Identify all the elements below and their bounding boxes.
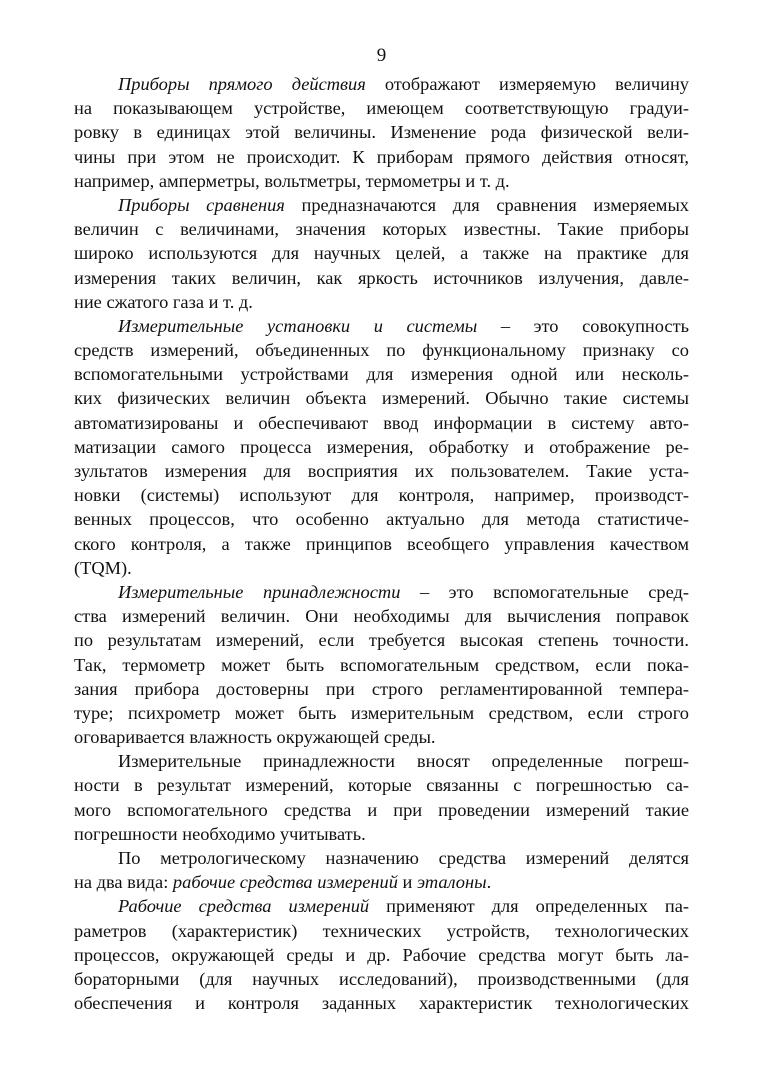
text-run: процессов, окружающей среды и др. Рабочие средства могут быть ла- — [74, 944, 689, 965]
text-run: средств измерений, объединенных по функциональному признаку со — [74, 340, 689, 361]
text-line — [74, 435, 689, 459]
text-run: ности в результат измерений, которые связанны с погрешностью са- — [74, 775, 689, 796]
italic-term: Измерительные принадлежности — [118, 581, 401, 602]
text-run: туре; психрометр может быть измерительным средством, если строго — [74, 702, 689, 723]
text-line — [74, 701, 689, 725]
text-line — [74, 773, 689, 797]
text-line-content — [74, 822, 366, 846]
text-line-content — [74, 362, 689, 386]
text-run: мого вспомогательного средства и при проведении измерений такие — [74, 799, 689, 820]
text-line-content — [74, 435, 689, 459]
text-line-content — [74, 798, 689, 822]
text-run: – это вспомогательные сред- — [400, 581, 689, 602]
text-line-content — [74, 217, 689, 241]
text-line — [74, 338, 689, 362]
text-run: по результатам измерений, если требуется высокая степень точности. — [74, 630, 689, 651]
text-run: (TQM). — [74, 557, 132, 578]
text-line — [74, 604, 689, 628]
text-run: ровку в единицах этой величины. Изменение рода физической вели- — [74, 122, 689, 143]
text-run: на два вида: — [74, 872, 173, 893]
text-line — [74, 266, 689, 290]
text-run: зания прибора достоверны при строго регламентированной темпера- — [74, 678, 689, 699]
text-run: например, амперметры, вольтметры, термометры и т. д. — [74, 170, 510, 191]
text-line-content — [74, 532, 689, 556]
text-line — [74, 894, 689, 918]
text-line — [74, 120, 689, 144]
text-run: ства измерений величин. Они необходимы для вычисления поправок — [74, 606, 689, 627]
text-line-content — [74, 604, 689, 628]
text-line — [74, 459, 689, 483]
text-line — [74, 556, 689, 580]
text-line — [74, 532, 689, 556]
text-run: отображают измеряемую величину — [365, 74, 690, 94]
text-line — [74, 96, 689, 120]
text-run: зультатов измерения для восприятия их пользователем. Такие уста- — [74, 461, 689, 481]
text-line-content — [74, 991, 689, 1015]
text-line — [74, 314, 689, 338]
text-line — [74, 580, 689, 604]
text-line — [74, 169, 689, 193]
text-line — [74, 798, 689, 822]
text-line-content — [74, 266, 689, 290]
text-line — [74, 725, 689, 749]
text-line — [74, 411, 689, 435]
text-run: на показывающем устройстве, имеющем соответствующую градуи- — [74, 98, 689, 119]
italic-term: Измерительные установки и системы — [118, 315, 478, 336]
body-text — [74, 72, 689, 1015]
text-line — [74, 967, 689, 991]
text-line — [74, 386, 689, 410]
text-line-content — [74, 386, 689, 410]
text-line-content — [74, 653, 689, 677]
text-run: – это совокупность — [477, 315, 689, 336]
text-run: матизации самого процесса измерения, обработку и отображение ре- — [74, 436, 689, 457]
text-line — [74, 507, 689, 531]
text-line-content — [74, 483, 689, 507]
italic-term: Рабочие средства измерений — [118, 896, 370, 917]
text-run: . — [486, 872, 492, 893]
text-run: венных процессов, что особенно актуально для метода статистиче- — [74, 509, 689, 530]
text-run: оговаривается влажность окружающей среды. — [74, 727, 436, 748]
text-line — [74, 362, 689, 386]
text-line-content — [118, 894, 689, 918]
text-line-content — [74, 773, 689, 797]
text-line-content — [74, 725, 436, 749]
text-line-content — [118, 846, 689, 870]
text-line — [74, 677, 689, 701]
text-run: и — [397, 872, 417, 893]
text-line-content — [74, 701, 689, 725]
text-run: вспомогательными устройствами для измерения одной или несколь- — [74, 364, 689, 385]
text-line-content — [118, 193, 689, 217]
text-run: измерения таких величин, как яркость источников излучения, давле- — [74, 267, 689, 288]
text-run: чины при этом не происходит. К приборам прямого действия относят, — [74, 146, 689, 167]
text-line-content — [74, 507, 689, 531]
text-run: ких физических величин объекта измерений. Обычно такие системы — [74, 388, 689, 409]
text-line — [74, 145, 689, 169]
text-run: Измерительные принадлежности вносят определенные погреш- — [118, 751, 689, 772]
text-run: По метрологическому назначению средства измерений делятся — [118, 848, 689, 868]
text-line-content — [74, 556, 132, 580]
text-line — [74, 749, 689, 773]
text-line — [74, 991, 689, 1015]
text-run: раметров (характеристик) технических устройств, технологических — [74, 920, 689, 941]
text-run: бораторными (для научных исследований), производственными (для — [74, 968, 689, 989]
text-line — [74, 290, 689, 314]
text-line-content — [74, 290, 253, 314]
text-line-content — [118, 580, 689, 604]
text-line — [74, 943, 689, 967]
text-run: величин с величинами, значения которых известны. Такие приборы — [74, 219, 689, 240]
text-line — [74, 846, 689, 870]
text-run: новки (системы) используют для контроля, например, производст- — [74, 485, 689, 506]
text-line-content — [118, 314, 689, 338]
text-run: применяют для определенных па- — [369, 896, 689, 917]
text-run: Так, термометр может быть вспомогательным средством, если пока- — [74, 654, 689, 675]
text-line-content — [74, 120, 689, 144]
text-run: ние сжатого газа и т. д. — [74, 291, 253, 312]
italic-term: Приборы сравнения — [118, 194, 285, 215]
text-line-content — [74, 96, 689, 120]
text-line-content — [74, 967, 689, 991]
text-line — [74, 193, 689, 217]
text-line — [74, 241, 689, 265]
italic-term: рабочие средства измерений — [172, 872, 398, 893]
text-line — [74, 653, 689, 677]
text-line-content — [74, 411, 689, 435]
italic-term: Приборы прямого действия — [118, 74, 366, 94]
text-line — [74, 483, 689, 507]
text-run: обеспечения и контроля заданных характеристик технологических — [74, 993, 689, 1014]
text-line-content — [74, 169, 510, 193]
text-run: автоматизированы и обеспечивают ввод информации в систему авто- — [74, 412, 689, 433]
text-line — [74, 822, 689, 846]
text-line-content — [74, 459, 689, 483]
text-line-content — [74, 145, 689, 169]
text-run: предназначаются для сравнения измеряемых — [284, 194, 689, 215]
text-line — [74, 870, 689, 894]
text-run: ского контроля, а также принципов всеобщего управления качеством — [74, 533, 689, 554]
text-line — [74, 628, 689, 652]
text-line-content — [118, 72, 689, 96]
text-line-content — [74, 943, 689, 967]
text-run: широко используются для научных целей, а также на практике для — [74, 243, 689, 264]
text-line-content — [74, 919, 689, 943]
text-line-content — [74, 628, 689, 652]
text-line-content — [74, 870, 491, 894]
text-line — [74, 919, 689, 943]
text-line-content — [74, 338, 689, 362]
text-run: погрешности необходимо учитывать. — [74, 823, 366, 844]
text-line — [74, 72, 689, 96]
text-line-content — [74, 677, 689, 701]
italic-term: эталоны — [416, 872, 487, 893]
page-number: 9 — [376, 45, 387, 66]
text-line-content — [74, 241, 689, 265]
text-line — [74, 217, 689, 241]
text-line-content — [118, 749, 689, 773]
